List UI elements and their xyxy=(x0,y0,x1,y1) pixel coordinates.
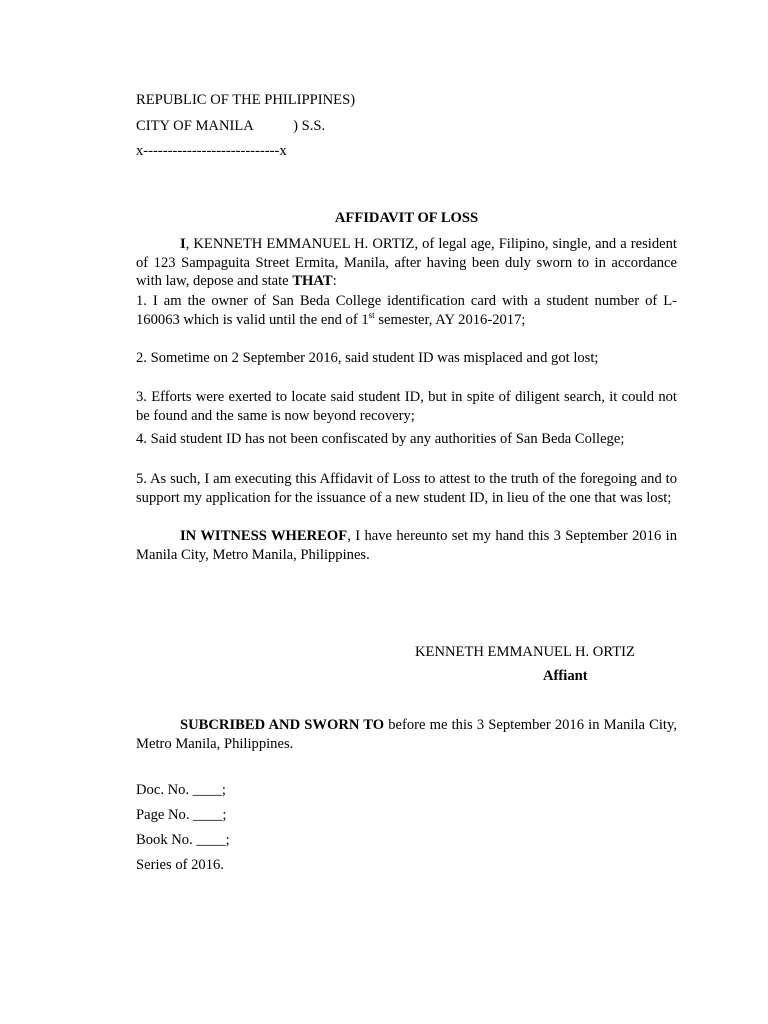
intro-end: : xyxy=(332,273,337,289)
jurat-lead: SUBCRIBED AND SWORN TO xyxy=(180,717,385,733)
witness-lead: IN WITNESS WHEREOF xyxy=(180,528,348,544)
item-1-after: semester, AY 2016-2017; xyxy=(374,311,526,328)
affiant-name: KENNETH EMMANUEL H. ORTIZ xyxy=(415,644,635,660)
intro-paragraph xyxy=(136,235,677,291)
doc-no: Doc. No. ____; xyxy=(136,782,226,798)
jurat-text: before me this 3 September 2016 in Manila City, Metro Manila, Philippines. xyxy=(136,717,677,752)
book-no: Book No. ____; xyxy=(136,832,230,848)
witness-paragraph xyxy=(136,527,677,564)
jurat-paragraph xyxy=(136,716,677,753)
witness-text: , I have hereunto set my hand this 3 September 2016 in Manila City, Metro Manila, Philippines. xyxy=(136,528,678,563)
intro-lead: I xyxy=(180,236,186,252)
item-2: 2. Sometime on 2 September 2016, said student ID was misplaced and got lost; xyxy=(136,350,599,366)
item-1-before: 1. I am the owner of San Beda College identification card with a student number of L-160063 which is valid until the end of 1 xyxy=(136,293,677,328)
intro-text: , KENNETH EMMANUEL H. ORTIZ, of legal age, Filipino, single, and a resident of 123 Sampaguita Street Ermita, Manila, after having been duly sworn to in accordance with law, depose and state xyxy=(136,236,677,289)
series: Series of 2016. xyxy=(136,857,224,873)
item-4: 4. Said student ID has not been confiscated by any authorities of San Beda College; xyxy=(136,431,625,447)
caption-republic: REPUBLIC OF THE PHILIPPINES) xyxy=(136,92,356,108)
caption-city: CITY OF MANILA ) S.S. xyxy=(136,118,326,134)
page-no: Page No. ____; xyxy=(136,807,227,823)
document-title: AFFIDAVIT OF LOSS xyxy=(334,210,479,226)
item-1-superscript: st xyxy=(368,309,375,320)
affiant-label: Affiant xyxy=(543,668,588,684)
item-3: 3. Efforts were exerted to locate said student ID, but in spite of diligent search, it could not be found and the same is now beyond recovery; xyxy=(136,389,677,424)
item-5: 5. As such, I am executing this Affidavit of Loss to attest to the truth of the foregoing and to support my application for the issuance of a new student ID, in lieu of the one that was lost; xyxy=(136,471,677,506)
caption-divider: x----------------------------x xyxy=(136,143,287,159)
item-1 xyxy=(136,292,677,329)
intro-that: THAT xyxy=(292,273,333,289)
